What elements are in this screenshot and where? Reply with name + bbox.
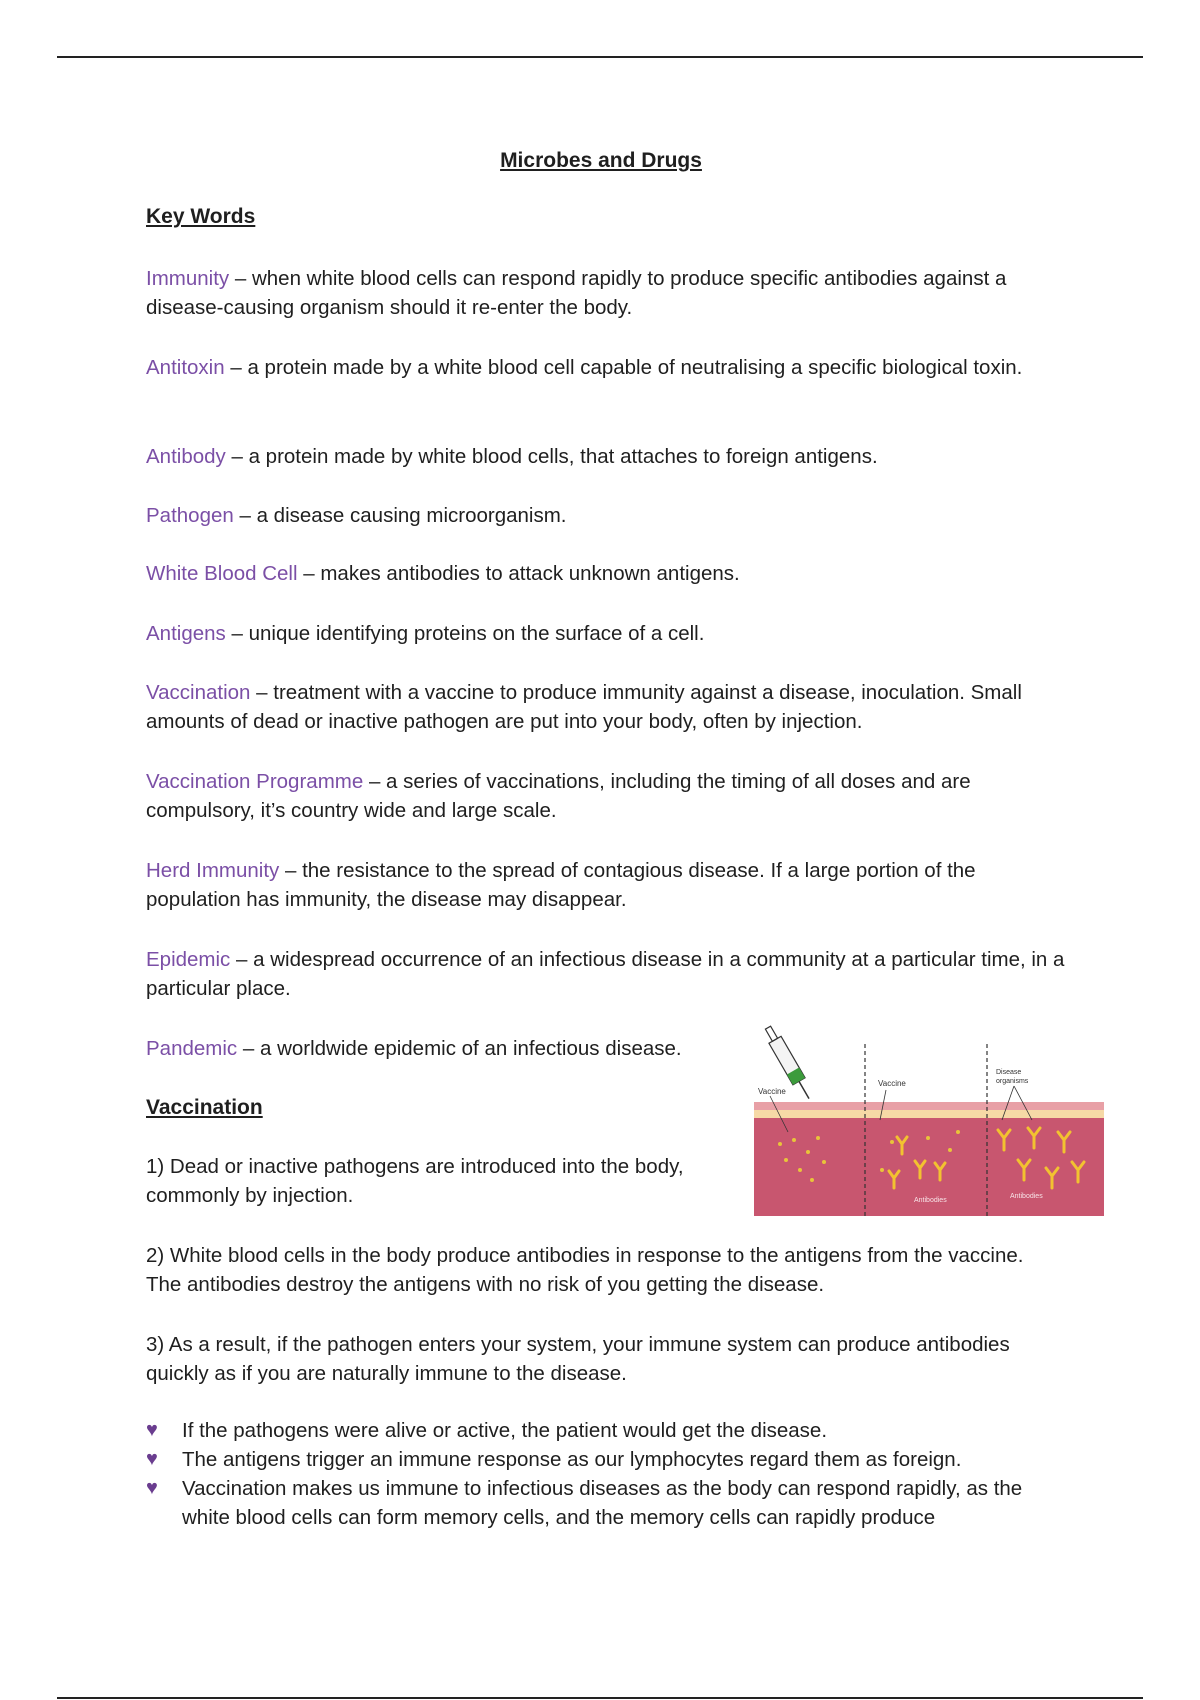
keyword-definition: – a disease causing microorganism. [239,504,567,527]
keyword-term: Herd Immunity [146,859,280,882]
keyword-entry-vaccination [146,678,1066,736]
label-vaccine-1: Vaccine [758,1087,786,1096]
keyword-term: Antibody [146,445,226,468]
keyword-entry-antibody [146,442,1066,471]
list-item: ♥ Vaccination makes us immune to infectious diseases as the body can respond rapidly, as the white blood cells can form memory cells, and the memory cells can rapidly produce [146,1474,1066,1532]
vaccination-step-3: 3) As a result, if the pathogen enters your system, your immune system can produce antibodies quickly as if you are naturally immune to the disease. [146,1333,1010,1385]
keyword-definition: – a protein made by white blood cells, that attaches to foreign antigens. [231,445,878,468]
label-disease-line2: organisms [996,1078,1029,1085]
keyword-definition: – unique identifying proteins on the surface of a cell. [231,622,705,645]
surface-layer [754,1110,1104,1118]
vaccination-diagram [752,1020,1106,1220]
keyword-definition: – treatment with a vaccine to produce immunity against a disease, inoculation. Small amounts of dead or inactive pathogen are put into your body, often by injection. [146,681,1022,733]
list-item: ♥ The antigens trigger an immune response as our lymphocytes regard them as foreign. [146,1445,1066,1474]
keyword-definition: – makes antibodies to attack unknown antigens. [303,562,740,585]
label-antibodies-2: Antibodies [1010,1193,1043,1200]
keyword-term: Immunity [146,267,230,290]
page-title: Microbes and Drugs [500,149,702,172]
keyword-term: Pathogen [146,504,234,527]
keyword-entry-epidemic [146,945,1066,1003]
key-words-heading: Key Words [146,205,256,228]
bullet-list [146,1416,1066,1532]
keyword-entry-vaccination-programme [146,767,1066,825]
keyword-term: Vaccination [146,681,251,704]
keyword-entry-white-blood-cell [146,559,1066,588]
keyword-term: Antitoxin [146,356,225,379]
vaccination-step-1: 1) Dead or inactive pathogens are introduced into the body, commonly by injection. [146,1155,684,1207]
keyword-definition: – a protein made by a white blood cell capable of neutralising a specific biological toxin. [230,356,1023,379]
keyword-term: Vaccination Programme [146,770,364,793]
top-rule [57,56,1143,58]
keyword-term: White Blood Cell [146,562,298,585]
keyword-entry-immunity [146,264,1066,322]
heart-bullet-icon: ♥ [146,1448,158,1470]
keyword-term: Pandemic [146,1037,238,1060]
keyword-entry-antigens [146,619,1066,648]
heart-bullet-icon: ♥ [146,1477,158,1499]
keyword-entry-pathogen [146,501,1066,530]
keyword-definition: – a series of vaccinations, including the timing of all doses and are compulsory, it’s country wide and large scale. [146,770,971,822]
keyword-definition: – a widespread occurrence of an infectious disease in a community at a particular time, in a particular place. [146,948,1065,1000]
vaccination-heading: Vaccination [146,1096,263,1119]
bottom-rule [57,1697,1143,1699]
keyword-entry-herd-immunity [146,856,1066,914]
keyword-definition: – when white blood cells can respond rapidly to produce specific antibodies against a disease-causing organism should it re-enter the body. [146,267,1007,319]
keyword-term: Epidemic [146,948,231,971]
label-disease-line1: Disease [996,1069,1022,1076]
heart-bullet-icon: ♥ [146,1419,158,1441]
skin-layer [754,1102,1104,1110]
list-item: ♥ If the pathogens were alive or active, the patient would get the disease. [146,1416,1066,1445]
label-antibodies-1: Antibodies [914,1197,947,1204]
keyword-definition: – a worldwide epidemic of an infectious disease. [242,1037,682,1060]
keyword-term: Antigens [146,622,226,645]
keyword-entry-pandemic [146,1034,746,1063]
keyword-entry-antitoxin [146,353,1066,382]
label-vaccine-2: Vaccine [878,1079,906,1088]
vaccination-step-2: 2) White blood cells in the body produce antibodies in response to the antigens from the vaccine. The antibodies destroy the antigens with no risk of you getting the disease. [146,1244,1024,1296]
keyword-definition: – the resistance to the spread of contagious disease. If a large portion of the population has immunity, the disease may disappear. [146,859,976,911]
